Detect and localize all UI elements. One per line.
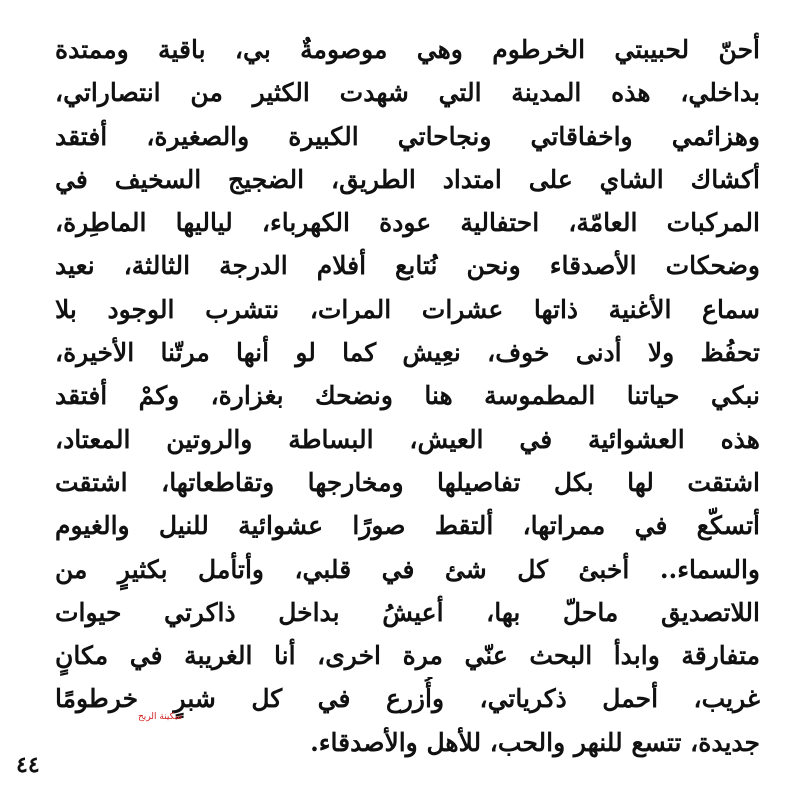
text-line: أحنّ لحبيبتي الخرطوم وهي موصومةٌ بي، باقية وممتدة [55, 35, 760, 64]
text-line: والسماء.. أخبئ كل شئ في قلبي، وأتأمل بكثيرٍ من [55, 554, 760, 584]
text-line: وضحكات الأصدقاء ونحن نُتابع أفلام الدرجة الثالثة، نعيد [55, 251, 760, 281]
text-line: المركبات العامّة، احتفالية عودة الكهرباء، لياليها الماطِرة، [55, 208, 760, 238]
text-line: غريب، أحمل ذكرياتي، وأُزرع في كل شبرٍ خرطومًا [55, 684, 760, 714]
text-line: تحفُظ ولا أدنى خوف، نعِيش كما لو أنها مرتّنا الأخيرة، [55, 338, 760, 368]
text-line: جديدة، تتسع للنهر والحب، للأهل والأصدقاء. [310, 727, 760, 757]
text-line: أكشاك الشاي على امتداد الطريق، الضجيج السخيف في [55, 164, 760, 194]
text-line: بداخلي، هذه المدينة التي شهدت الكثير من انتصاراتي، [55, 78, 760, 108]
text-line: سماع الأغنية ذاتها عشرات المرات، نتشرب الوجود بلا [55, 294, 760, 324]
text-line: اشتقت لها بكل تفاصيلها ومخارجها وتقاطعاتها، اشتقت [55, 467, 760, 497]
text-line: نبكي حياتنا المطموسة هنا ونضحك بغزارة، وكمْ أفتقد [55, 381, 760, 411]
page-number: ٤٤ [16, 752, 40, 778]
author-signature: سكينة الريح [138, 712, 183, 722]
text-line: اللاتصديق ماحلّ بها، أعيشُ بداخل ذاكرتي حيوات [55, 597, 760, 627]
text-line: هذه العشوائية في العيش، البساطة والروتين المعتاد، [55, 424, 760, 454]
text-line: متفارقة وابدأ البحث عنّي مرة اخرى، أنا الغريبة في مكانٍ [55, 641, 760, 671]
paragraph [55, 28, 760, 764]
text-line: أتسكّع في ممراتها، ألتقط صورًا عشوائية للنيل والغيوم [55, 511, 760, 541]
text-line: وهزائمي واخفاقاتي ونجاحاتي الكبيرة والصغيرة، أفتقد [55, 121, 760, 151]
